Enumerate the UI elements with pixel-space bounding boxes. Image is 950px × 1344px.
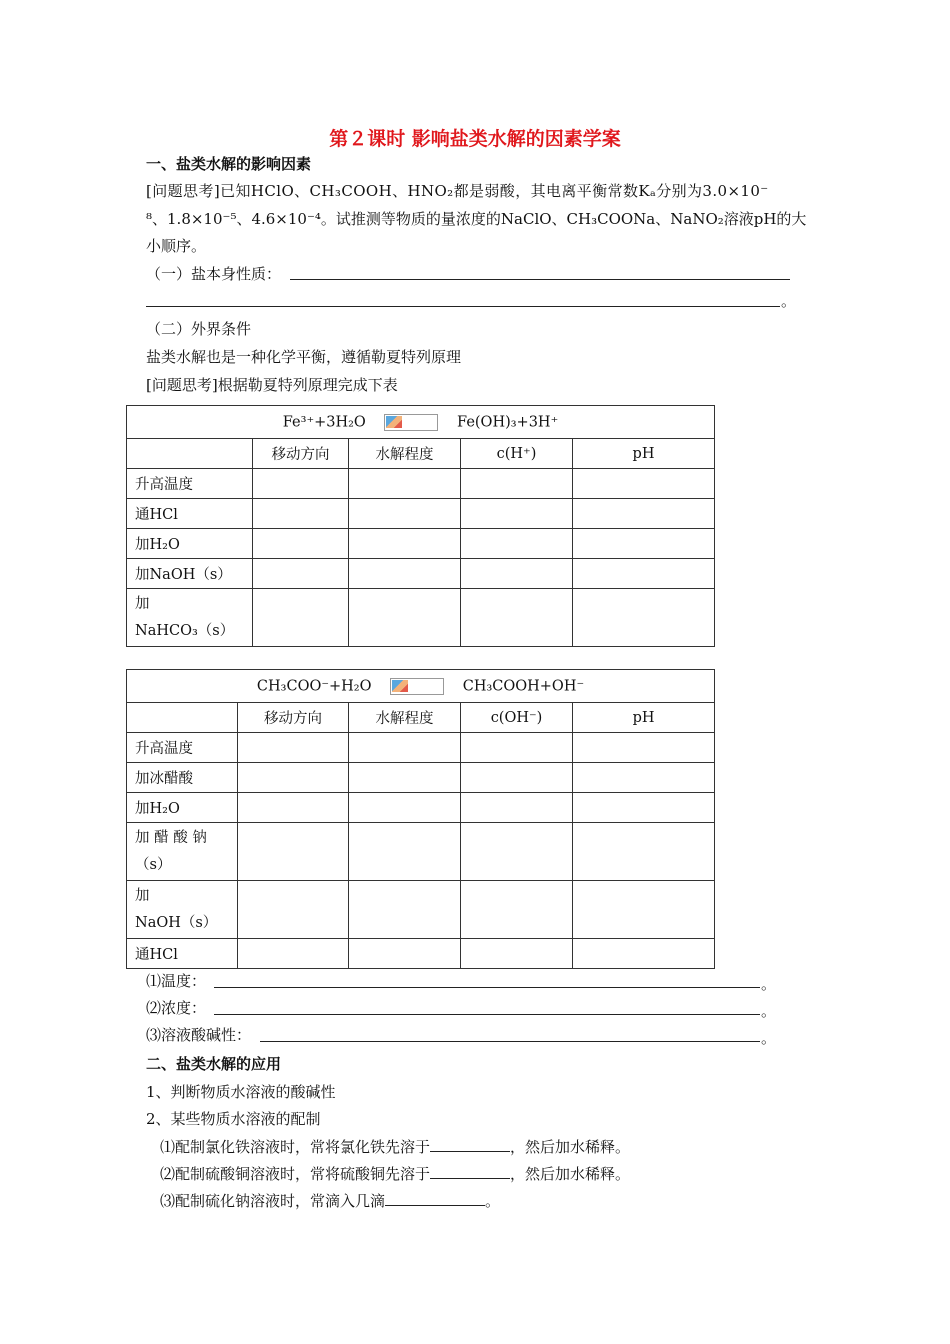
table-cell[interactable] [238,763,349,793]
row-condition-line2: NaOH（s） [135,914,218,931]
table-cell[interactable] [461,763,573,793]
row-condition: 加H₂O [127,529,253,559]
answer-blank[interactable] [430,1137,510,1152]
factor-concentration-label: ⑵浓度： [146,999,207,1017]
table-cell[interactable] [461,559,573,589]
header-degree: 水解程度 [349,703,461,733]
row-condition: 加冰醋酸 [127,763,238,793]
equation-row [127,670,715,703]
row-condition-line2: NaHCO₃（s） [135,622,235,639]
table-cell[interactable] [238,733,349,763]
row-condition: 加H₂O [127,793,238,823]
equation-row [127,406,715,439]
answer-line[interactable] [260,1041,760,1042]
table-cell[interactable] [573,793,715,823]
end-mark: 。 [761,1029,777,1047]
table-cell[interactable] [349,793,461,823]
sub1-text-a: ⑴配制氯化铁溶液时，常将氯化铁先溶于 [160,1138,431,1156]
header-direction: 移动方向 [253,439,349,469]
table-cell[interactable] [349,589,461,647]
table-cell[interactable] [573,939,715,969]
factor-temperature-label: ⑴温度： [146,972,207,990]
inner-factor-label: （一）盐本身性质： [146,265,282,283]
table-cell[interactable] [349,499,461,529]
table-cell[interactable] [349,823,461,881]
factor-acidity-label: ⑶溶液酸碱性： [146,1026,252,1044]
table-cell[interactable] [349,469,461,499]
table-cell[interactable] [461,499,573,529]
equilibrium-arrow-icon [384,414,438,431]
table-cell[interactable] [253,589,349,647]
question-line1: [问题思考]已知HClO、CH₃COOH、HNO₂都是弱酸，其电离平衡常数Kₐ分别为3.0×10⁻ [146,182,769,200]
application-sub2 [160,1163,630,1184]
equation-left: Fe³⁺+3H₂O [282,414,366,430]
table-cell[interactable] [573,469,715,499]
table-cell[interactable] [573,763,715,793]
equilibrium-arrow-icon [390,678,444,695]
equation-right: Fe(OH)₃+3H⁺ [457,414,559,430]
question2: [问题思考]根据勒夏特列原理完成下表 [146,376,398,394]
sub2-text-a: ⑵配制硫酸铜溶液时，常将硫酸铜先溶于 [160,1165,431,1183]
sub3-text-a: ⑶配制硫化钠溶液时，常滴入几滴 [160,1192,386,1210]
sub1-text-b: ，然后加水稀释。 [510,1138,631,1156]
fe-hydrolysis-table [126,405,715,647]
table-cell[interactable] [573,499,715,529]
end-mark: 。 [761,1002,777,1020]
outer-factor-text: 盐类水解也是一种化学平衡，遵循勒夏特列原理 [146,348,462,366]
table-cell[interactable] [253,469,349,499]
table-cell[interactable] [253,529,349,559]
table-cell[interactable] [253,559,349,589]
equation-left: CH₃COO⁻+H₂O [256,678,372,694]
answer-line[interactable] [214,987,760,988]
table-cell[interactable] [349,881,461,939]
table-cell[interactable] [349,529,461,559]
answer-blank[interactable] [385,1191,485,1206]
row-condition-line1: 加 [135,887,150,904]
application-sub1 [160,1136,630,1157]
table-cell[interactable] [461,939,573,969]
row-condition [127,589,253,647]
row-condition [127,823,238,881]
row-condition: 通HCl [127,499,253,529]
table-cell[interactable] [461,793,573,823]
sub3-text-b: 。 [485,1192,501,1210]
table-cell[interactable] [349,763,461,793]
table-cell[interactable] [461,881,573,939]
table-cell[interactable] [461,529,573,559]
outer-factor-label: （二）外界条件 [146,320,252,338]
answer-line[interactable] [290,279,790,280]
acetate-hydrolysis-table [126,669,715,969]
row-condition: 加NaOH（s） [127,559,253,589]
sub2-text-b: ，然后加水稀释。 [510,1165,631,1183]
answer-blank[interactable] [430,1164,510,1179]
table-cell[interactable] [461,823,573,881]
section2-heading: 二、盐类水解的应用 [146,1055,282,1073]
row-condition-line1: 加 [135,595,150,612]
application-sub3 [160,1190,500,1211]
table-cell[interactable] [349,733,461,763]
header-concentration: c(OH⁻) [461,703,573,733]
section1-heading: 一、盐类水解的影响因素 [146,155,312,173]
table-cell[interactable] [573,733,715,763]
answer-line[interactable] [146,306,780,307]
table-cell[interactable] [461,589,573,647]
header-direction: 移动方向 [238,703,349,733]
table-cell[interactable] [573,589,715,647]
row-condition: 升高温度 [127,733,238,763]
header-concentration: c(H⁺) [461,439,573,469]
header-ph: pH [573,703,715,733]
answer-line[interactable] [214,1014,760,1015]
table-cell[interactable] [238,881,349,939]
row-condition-line2: （s） [135,856,172,873]
equation-right: CH₃COOH+OH⁻ [462,678,585,694]
question-line2: ⁸、1.8×10⁻⁵、4.6×10⁻⁴。试推测等物质的量浓度的NaClO、CH₃COONa、NaNO₂溶液pH的大 [146,210,807,228]
table-cell[interactable] [573,529,715,559]
header-degree: 水解程度 [349,439,461,469]
question-line3: 小顺序。 [146,237,207,255]
table-cell[interactable] [573,881,715,939]
table-cell[interactable] [349,939,461,969]
row-condition-line1: 加 醋 酸 钠 [135,829,207,846]
end-mark: 。 [761,975,777,993]
table-cell[interactable] [461,469,573,499]
table-cell[interactable] [238,939,349,969]
table-cell[interactable] [573,823,715,881]
header-blank [127,439,253,469]
header-blank [127,703,238,733]
header-ph: pH [573,439,715,469]
row-condition: 升高温度 [127,469,253,499]
table-cell[interactable] [573,559,715,589]
table-cell[interactable] [461,733,573,763]
application-item2: 2、某些物质水溶液的配制 [146,1110,321,1128]
table-cell[interactable] [253,499,349,529]
page-title: 第２课时 影响盐类水解的因素学案 [329,128,621,150]
row-condition: 通HCl [127,939,238,969]
table-cell[interactable] [238,793,349,823]
row-condition [127,881,238,939]
application-item1: 1、判断物质水溶液的酸碱性 [146,1083,336,1101]
end-mark: 。 [781,292,797,310]
table-cell[interactable] [349,559,461,589]
table-cell[interactable] [238,823,349,881]
